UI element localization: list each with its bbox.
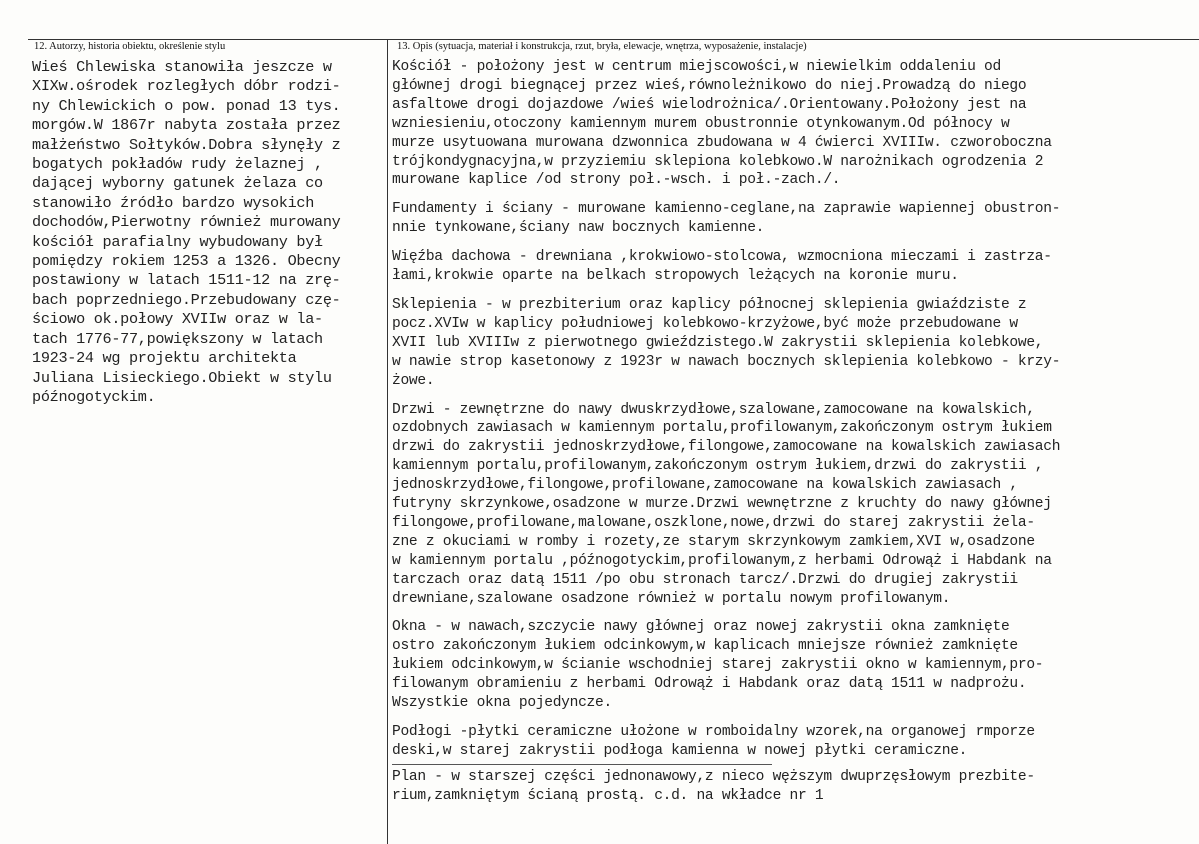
- paragraph-gap: [392, 286, 1192, 296]
- description-text-line: Więźba dachowa - drewniana ,krokwiowo-stolcowa, wzmocniona mieczami i zastrza-: [392, 249, 1052, 266]
- description-text-line: filongowe,profilowane,malowane,oszklone,nowe,drzwi do starej zakrystii żela-: [392, 514, 1035, 531]
- description-text-line: Wszystkie okna pojedyncze.: [392, 695, 612, 712]
- description-text-line: nnie tynkowane,ściany naw bocznych kamienne.: [392, 220, 765, 237]
- description-text-line: w kamiennym portalu ,późnogotyckim,profilowanym,z herbami Odrowąż i Habdank na: [392, 552, 1052, 569]
- history-text-line: ściowo ok.połowy XVIIw oraz w la-: [32, 310, 323, 329]
- description-text-line: Okna - w nawach,szczycie nawy głównej oraz nowej zakrystii okna zamknięte: [392, 619, 1010, 636]
- description-text-line: drzwi do zakrystii jednoskrzydłowe,filongowe,zamocowane na kowalskich zawiasach: [392, 439, 1061, 456]
- section-12-header: 12. Autorzy, historia obiektu, określenie stylu: [34, 41, 226, 52]
- description-text-line: kamiennym portalu,profilowanym,zakończonym ostrym łukiem,drzwi do zakrystii ,: [392, 458, 1044, 475]
- description-text-line: tarczach oraz datą 1511 /po obu stronach tarcz/.Drzwi do drugiej zakrystii: [392, 571, 1018, 588]
- history-text-line: tach 1776-77,powiększony w latach: [32, 329, 323, 348]
- history-text-line: bogatych pokładów rudy żelaznej ,: [32, 155, 323, 174]
- description-text-line: Drzwi - zewnętrzne do nawy dwuskrzydłowe,szalowane,zamocowane na kowalskich,: [392, 401, 1035, 418]
- history-text-line: morgów.W 1867r nabyta została przez: [32, 116, 341, 135]
- description-text-line: wzniesieniu,otoczony kamiennym murem obustronnie otynkowanym.Od północy w: [392, 115, 1010, 132]
- description-text-line: Kościół - położony jest w centrum miejscowości,w niewielkim oddaleniu od: [392, 59, 1001, 75]
- paragraph-gap: [392, 608, 1192, 618]
- history-text-line: dającej wyborny gatunek żelaza co: [32, 174, 323, 193]
- description-text-line: drewniane,szalowane osadzone również w portalu nowym profilowanym.: [392, 590, 951, 607]
- paragraph-gap: [392, 238, 1192, 248]
- history-text-line: dochodów,Pierwotny również murowany: [32, 213, 341, 232]
- column-divider: [387, 39, 388, 844]
- description-column: [392, 58, 1192, 806]
- description-text-line: pocz.XVIw w kaplicy południowej kolebkowo-krzyżowe,być może przebudowane w: [392, 315, 1018, 332]
- description-text-line: łukiem odcinkowym,w ścianie wschodniej starej zakrystii okno w kamiennym,pro-: [392, 657, 1044, 674]
- description-text-line: Fundamenty i ściany - murowane kamienno-ceglane,na zaprawie wapiennej obustron-: [392, 201, 1061, 218]
- description-paragraph: [392, 200, 1192, 238]
- history-text-line: Wieś Chlewiska stanowiła jeszcze w: [32, 58, 332, 76]
- description-text-line: Plan - w starszej części jednonawowy,z nieco węższym dwuprzęsłowym prezbite-: [392, 768, 1035, 785]
- description-text-line: Sklepienia - w prezbiterium oraz kaplicy północnej sklepienia gwiaździste z: [392, 296, 1027, 313]
- history-text-line: ny Chlewickich o pow. ponad 13 tys.: [32, 96, 341, 115]
- section-13-header: 13. Opis (sytuacja, materiał i konstrukcja, rzut, bryła, elewacje, wnętrza, wyposażenie, instalacje): [397, 41, 807, 52]
- history-text-line: XIXw.ośrodek rozległych dóbr rodzi-: [32, 77, 341, 96]
- description-paragraph: [392, 248, 1192, 286]
- history-text-line: późnogotyckim.: [32, 387, 156, 406]
- description-text-line: głównej drogi biegnącej przez wieś,równoleżnikowo do niej.Prowadzą do niego: [392, 77, 1027, 94]
- description-text-line: XVII lub XVIIIw z pierwotnego gwieździstego.W zakrystii sklepienia kolebkowe,: [392, 334, 1044, 351]
- description-text-line: murowane kaplice /od strony poł.-wsch. i poł.-zach./.: [392, 172, 841, 189]
- description-text-line: ozdobnych zawiasach w kamiennym portalu,profilowanym,zakończonym ostrym łukiem: [392, 420, 1052, 437]
- description-paragraph: [392, 401, 1192, 609]
- history-text-line: bach poprzedniego.Przebudowany czę-: [32, 290, 341, 309]
- description-text-line: Podłogi -płytki ceramiczne ułożone w romboidalny wzorek,na organowej rmporze: [392, 724, 1035, 740]
- description-text-line: zne z okuciami w romby i rozety,ze starym skrzynkowym zamkiem,XVI w,osadzone: [392, 533, 1035, 550]
- history-text-line: pomiędzy rokiem 1253 a 1326. Obecny: [32, 252, 341, 271]
- history-text-line: postawiony w latach 1511-12 na zrę-: [32, 271, 341, 290]
- history-text-line: stanowiło źródło bardzo wysokich: [32, 193, 315, 212]
- description-paragraph: [392, 723, 1192, 761]
- history-text-line: małżeństwo Sołtyków.Dobra słynęły z: [32, 135, 341, 154]
- description-text-line: żowe.: [392, 372, 435, 389]
- description-text-line: rium,zamkniętym ścianą prostą. c.d. na wkładce nr 1: [392, 787, 824, 804]
- paragraph-gap: [392, 190, 1192, 200]
- description-paragraph: [392, 768, 1192, 806]
- paragraph-gap: [392, 713, 1192, 723]
- description-text-line: deski,w starej zakrystii podłoga kamienna w nowej płytki ceramiczne.: [392, 742, 968, 759]
- top-rule: [28, 39, 1199, 40]
- description-text-line: futryny skrzynkowe,osadzone w murze.Drzwi wewnętrzne z kruchty do nawy głównej: [392, 496, 1052, 513]
- history-text-line: 1923-24 wg projektu architekta: [32, 349, 297, 368]
- paragraph-separator: [392, 764, 772, 765]
- description-text-line: w nawie strop kasetonowy z 1923r w nawach bocznych sklepienia kolebkowo - krzy-: [392, 353, 1061, 370]
- description-paragraph: [392, 296, 1192, 391]
- paragraph-gap: [392, 391, 1192, 401]
- description-text-line: ostro zakończonym łukiem odcinkowym,w kaplicach mniejsze również zamknięte: [392, 638, 1018, 655]
- description-text-line: jednoskrzydłowe,filongowe,profilowane,zamocowane na kowalskich zawiasach ,: [392, 477, 1018, 494]
- description-text-line: łami,krokwie oparte na belkach stropowych leżących na koronie muru.: [392, 268, 959, 285]
- history-text-line: Juliana Lisieckiego.Obiekt w stylu: [32, 368, 332, 387]
- description-text-line: filowanym obramieniu z herbami Odrowąż i Habdank oraz datą 1511 w nadprożu.: [392, 676, 1027, 693]
- history-column: [32, 58, 384, 407]
- description-paragraph: [392, 58, 1192, 190]
- description-text-line: murze usytuowana murowana dzwonnica zbudowana w 4 ćwierci XVIIIw. czworoboczna: [392, 134, 1052, 151]
- history-text-line: kościół parafialny wybudowany był: [32, 232, 323, 251]
- description-text-line: trójkondygnacyjna,w przyziemiu sklepiona kolebkowo.W narożnikach ogrodzenia 2: [392, 153, 1044, 170]
- description-text-line: asfaltowe drogi dojazdowe /wieś wielodrożnica/.Orientowany.Położony jest na: [392, 96, 1027, 113]
- description-paragraph: [392, 618, 1192, 713]
